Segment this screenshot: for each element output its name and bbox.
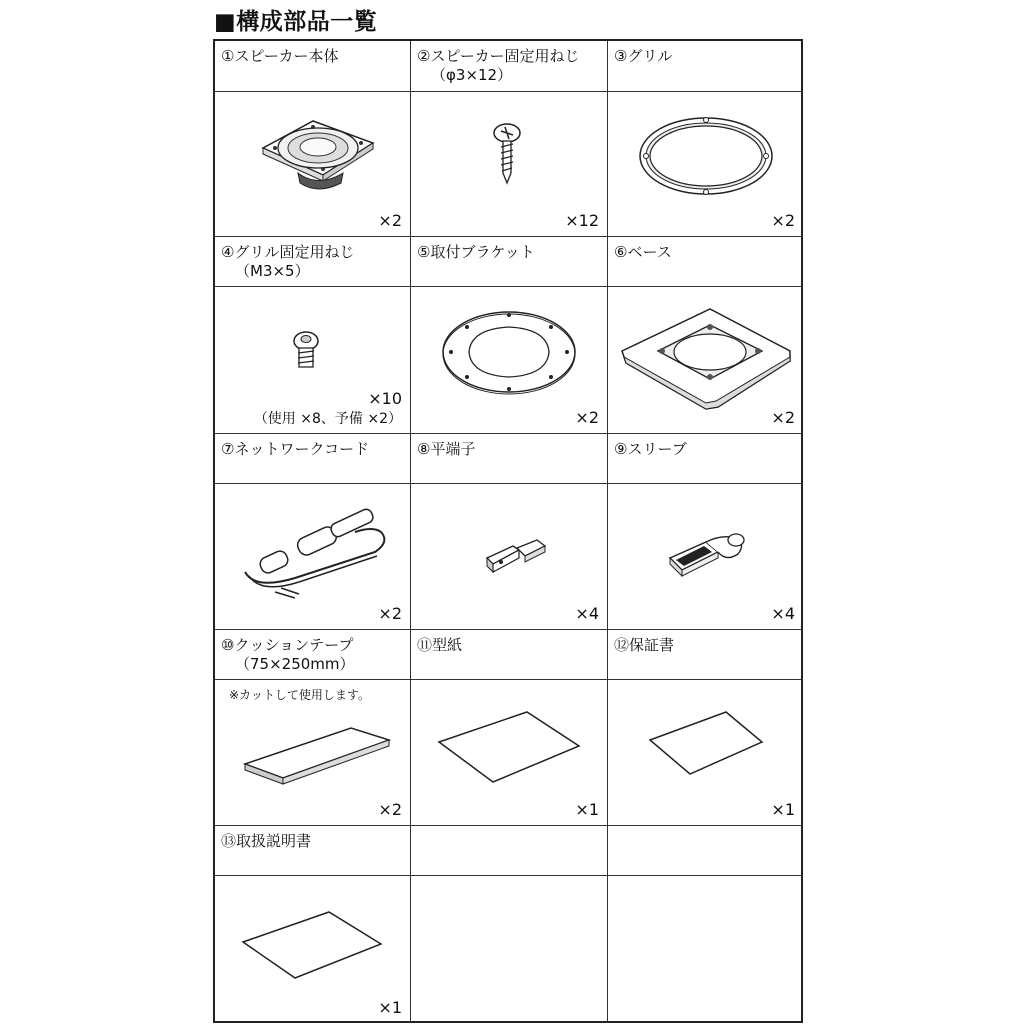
part-quantity: ×1 <box>378 998 402 1017</box>
parts-table <box>213 39 803 1023</box>
part-cell-grille-screw <box>215 237 410 433</box>
small-screw-icon <box>289 329 323 375</box>
part-quantity: ×2 <box>575 408 599 427</box>
part-label: ⑥ベース <box>614 243 672 261</box>
part-quantity: ×2 <box>378 211 402 230</box>
part-label: ⑩クッションテープ （75×250mm） <box>221 636 355 673</box>
network-cord-icon <box>235 502 395 602</box>
part-quantity: ×10 （使用 ×8、予備 ×2） <box>253 389 402 427</box>
part-cell-manual <box>215 826 410 1023</box>
bracket-ring-icon <box>439 307 579 397</box>
part-cell-speaker <box>215 41 410 236</box>
part-label: ⑫保証書 <box>614 636 675 654</box>
empty-cell <box>411 826 607 1023</box>
part-label: ⑬取扱説明書 <box>221 832 312 850</box>
part-label: ⑪型紙 <box>417 636 463 654</box>
part-quantity: ×2 <box>378 604 402 623</box>
part-cell-cushion-tape <box>215 630 410 825</box>
part-cell-sleeve <box>608 434 803 629</box>
speaker-icon <box>253 103 383 203</box>
part-cell-grille <box>608 41 803 236</box>
part-quantity: ×1 <box>771 800 795 819</box>
part-quantity: ×2 <box>771 211 795 230</box>
part-cell-network-cord <box>215 434 410 629</box>
part-cell-base <box>608 237 803 433</box>
part-quantity: ×2 <box>378 800 402 819</box>
page-title: ■構成部品一覧 <box>214 9 378 35</box>
part-label: ①スピーカー本体 <box>221 47 339 65</box>
part-quantity: ×4 <box>771 604 795 623</box>
part-quantity: ×1 <box>575 800 599 819</box>
part-cell-bracket <box>411 237 607 433</box>
part-cell-flat-terminal <box>411 434 607 629</box>
part-label: ⑤取付ブラケット <box>417 243 535 261</box>
screw-icon <box>489 121 529 191</box>
part-quantity: ×2 <box>771 408 795 427</box>
part-quantity: ×4 <box>575 604 599 623</box>
part-label: ②スピーカー固定用ねじ （φ3×12） <box>417 47 580 84</box>
part-label: ⑦ネットワークコード <box>221 440 370 458</box>
part-cell-speaker-screw <box>411 41 607 236</box>
base-plate-icon <box>618 299 794 411</box>
part-note: ※カットして使用します。 <box>229 688 370 702</box>
manual-sheet-icon <box>239 906 389 986</box>
part-label: ④グリル固定用ねじ （M3×5） <box>221 243 355 280</box>
part-label: ③グリル <box>614 47 673 65</box>
part-cell-template <box>411 630 607 825</box>
part-quantity: ×12 <box>565 211 599 230</box>
sleeve-icon <box>666 522 750 584</box>
flat-terminal-icon <box>483 534 553 579</box>
part-label: ⑧平端子 <box>417 440 476 458</box>
template-sheet-icon <box>435 708 585 788</box>
cushion-tape-icon <box>241 714 391 794</box>
part-label: ⑨スリーブ <box>614 440 687 458</box>
part-cell-warranty <box>608 630 803 825</box>
empty-cell <box>608 826 803 1023</box>
warranty-sheet-icon <box>646 710 766 780</box>
grille-ring-icon <box>636 111 776 201</box>
